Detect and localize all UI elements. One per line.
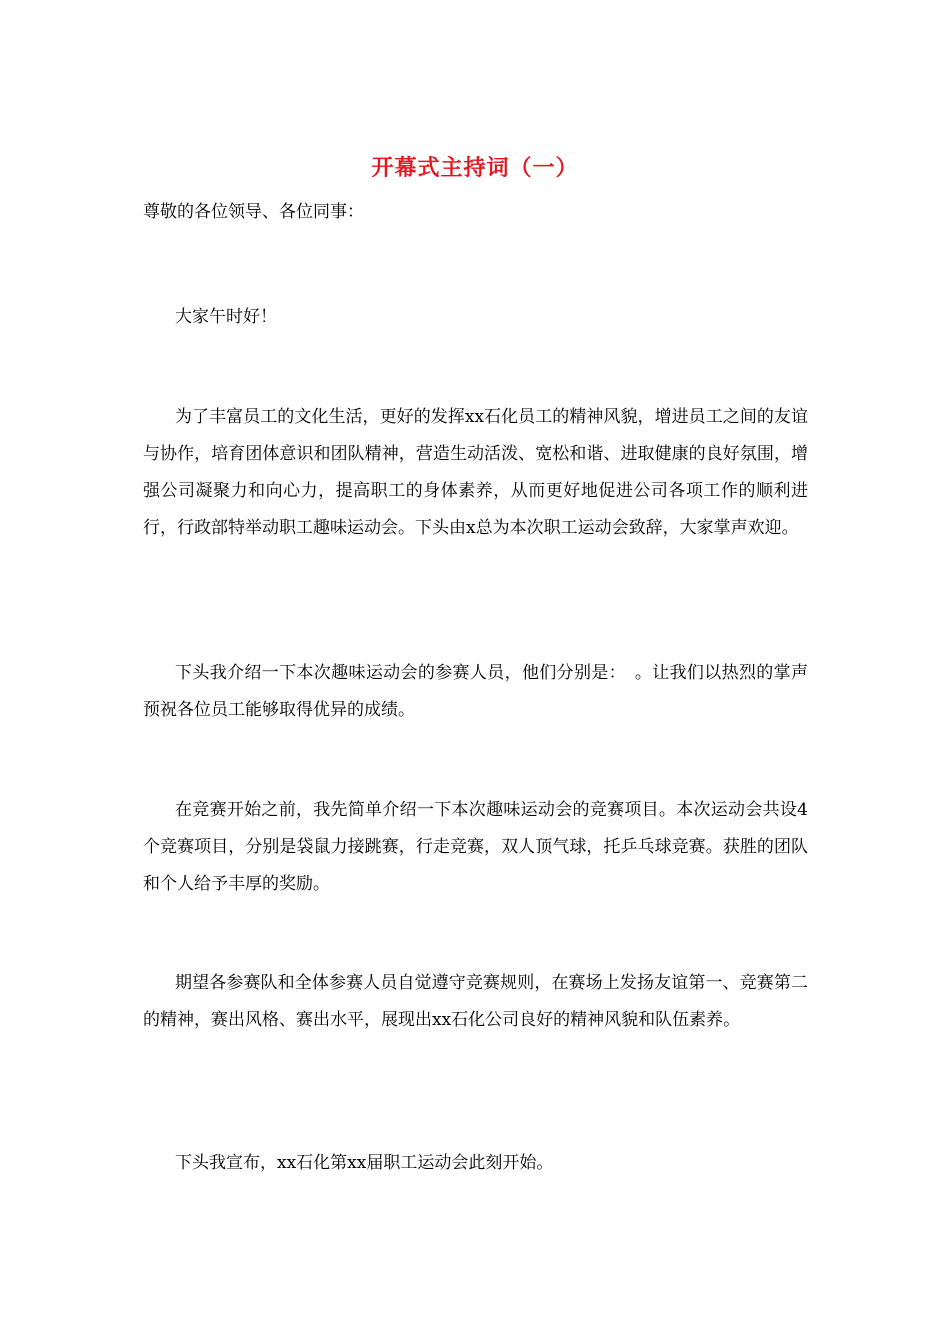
paragraph-participants: 下头我介绍一下本次趣味运动会的参赛人员，他们分别是： 。让我们以热烈的掌声预祝各位员工能够取得优异的成绩。 — [143, 663, 808, 720]
paragraph-purpose: 为了丰富员工的文化生活，更好的发挥xx石化员工的精神风貌，增进员工之间的友谊与协作，培育团体意识和团队精神，营造生动活泼、宽松和谐、进取健康的良好氛围，增强公司凝聚力和向心力，提高职工的身体素养，从而更好地促进公司各项工作的顺利进行，行政部特举动职工趣味运动会。下头由x总为本次职工运动会致辞，大家掌声欢迎。 — [143, 407, 808, 538]
paragraph-greeting: 大家午时好！ — [175, 307, 277, 327]
paragraph-announcement: 下头我宣布，xx石化第xx届职工运动会此刻开始。 — [175, 1153, 554, 1173]
paragraph-events: 在竞赛开始之前，我先简单介绍一下本次趣味运动会的竞赛项目。本次运动会共设4个竞赛项目，分别是袋鼠力接跳赛，行走竞赛，双人顶气球，托乒乓球竞赛。获胜的团队和个人给予丰厚的奖励。 — [143, 800, 808, 894]
paragraph-expectation: 期望各参赛队和全体参赛人员自觉遵守竞赛规则，在赛场上发扬友谊第一、竞赛第二的精神，赛出风格、赛出水平，展现出xx石化公司良好的精神风貌和队伍素养。 — [143, 973, 808, 1030]
salutation: 尊敬的各位领导、各位同事： — [143, 202, 364, 222]
document-title: 开幕式主持词（一） — [371, 155, 579, 181]
